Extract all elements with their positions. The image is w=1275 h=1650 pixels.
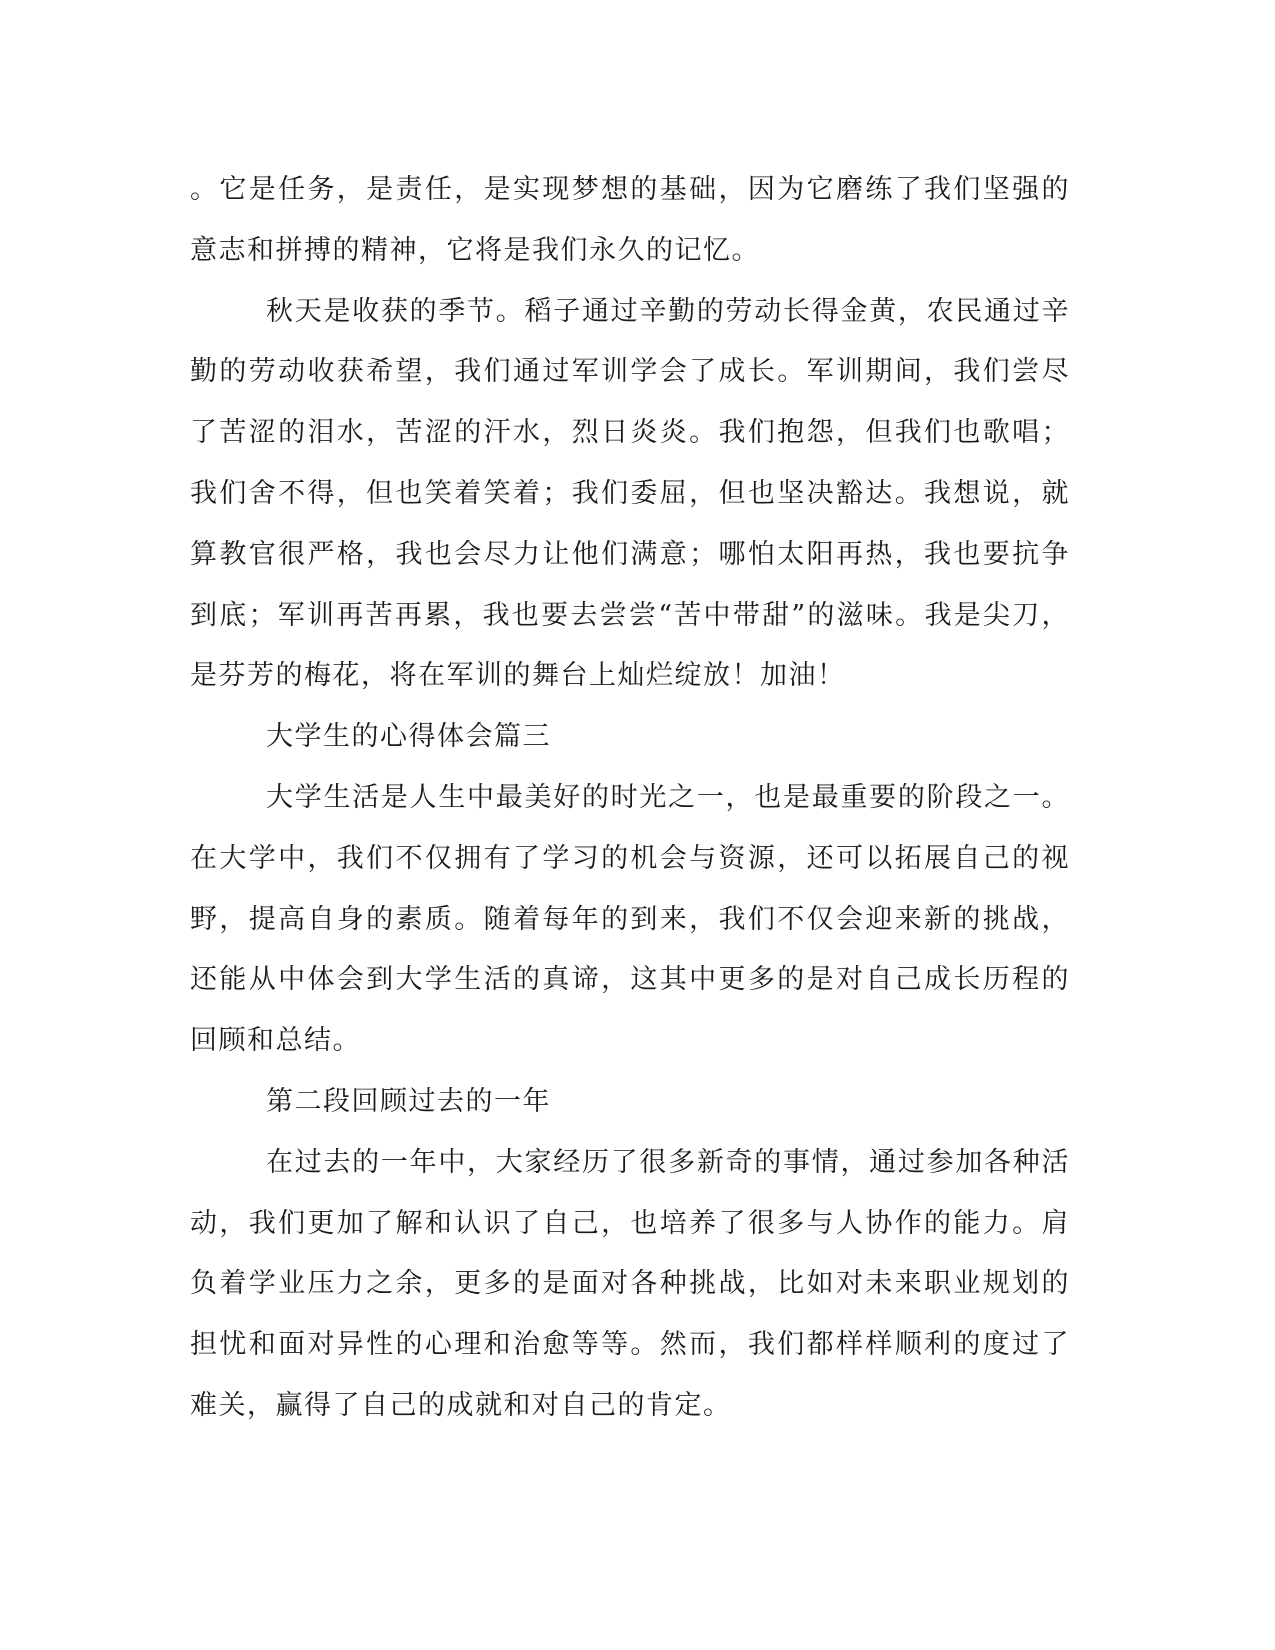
paragraph-past-year: 在过去的一年中，大家经历了很多新奇的事情，通过参加各种活动，我们更加了解和认识了自己，也培养了很多与人协作的能力。肩负着学业压力之余，更多的是面对各种挑战，比如对未来职业规划的担忧和面对异性的心理和治愈等等。然而，我们都样样顺利的度过了难关，赢得了自己的成就和对自己的肯定。 (190, 1146, 1070, 1421)
paragraph-college-life: 大学生活是人生中最美好的时光之一，也是最重要的阶段之一。在大学中，我们不仅拥有了学习的机会与资源，还可以拓展自己的视野，提高自身的素质。随着每年的到来，我们不仅会迎来新的挑战，还能从中体会到大学生活的真谛，这其中更多的是对自己成长历程的回顾和总结。 (190, 781, 1070, 1057)
paragraph-autumn-harvest: 秋天是收获的季节。稻子通过辛勤的劳动长得金黄，农民通过辛勤的劳动收获希望，我们通过军训学会了成长。军训期间，我们尝尽了苦涩的泪水，苦涩的汗水，烈日炎炎。我们抱怨，但我们也歌唱；我们舍不得，但也笑着笑着；我们委屈，但也坚决豁达。我想说，就算教官很严格，我也会尽力让他们满意；哪怕太阳再热，我也要抗争到底；军训再苦再累，我也要去尝尝“苦中带甜”的滋味。我是尖刀，是芬芳的梅花，将在军训的舞台上灿烂绽放！加油！ (190, 295, 1070, 692)
section-heading-review-past-year: 第二段回顾过去的一年 (266, 1085, 551, 1117)
document-body (190, 160, 1070, 1437)
paragraph-continuation: 。它是任务，是责任，是实现梦想的基础，因为它磨练了我们坚强的意志和拼搏的精神，它将是我们永久的记忆。 (190, 174, 1070, 266)
section-heading-part-three: 大学生的心得体会篇三 (266, 721, 551, 753)
